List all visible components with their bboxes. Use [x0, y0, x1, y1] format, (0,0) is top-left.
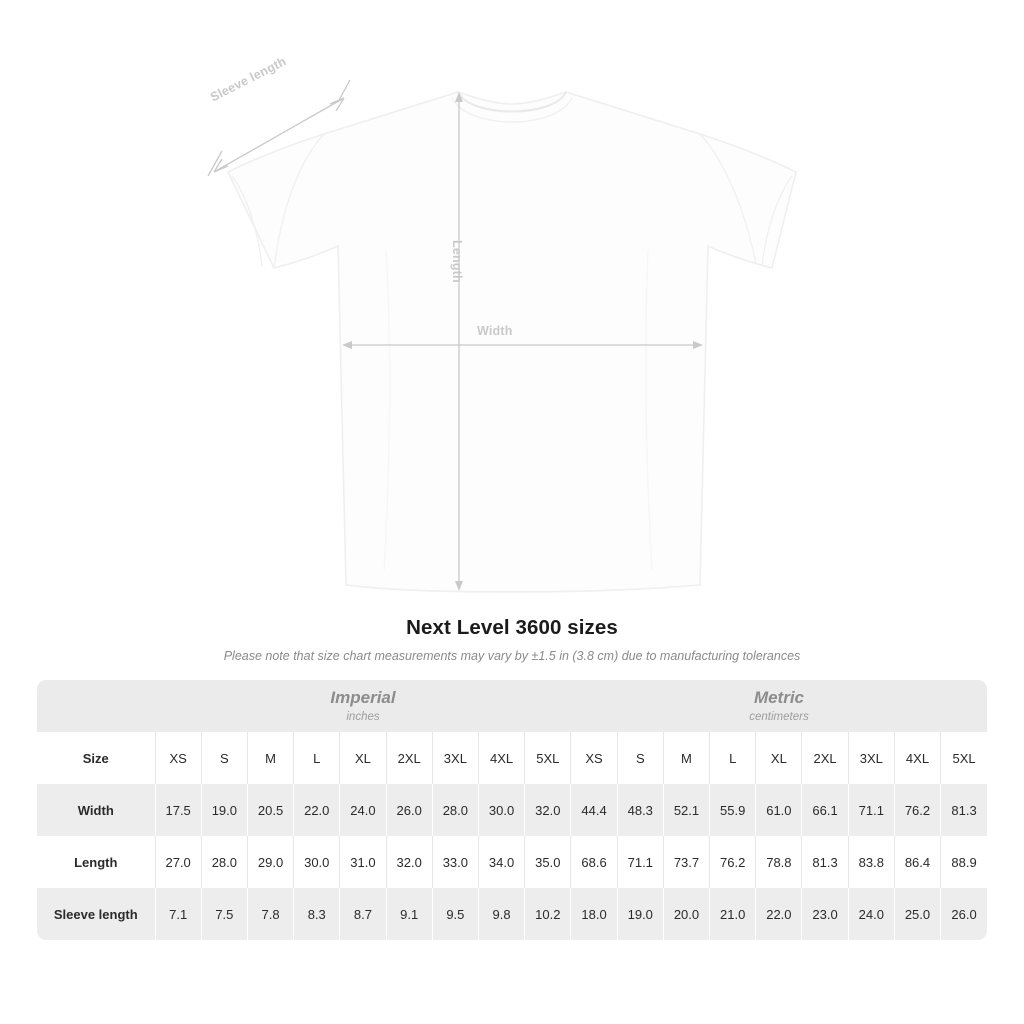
size-header-imperial-5xl: 5XL — [525, 732, 571, 784]
cell-sleeve-metric-s: 19.0 — [617, 888, 663, 940]
cell-length-metric-s: 71.1 — [617, 836, 663, 888]
cell-sleeve-metric-4xl: 25.0 — [894, 888, 940, 940]
table-row — [37, 836, 987, 888]
cell-length-metric-4xl: 86.4 — [894, 836, 940, 888]
cell-length-metric-3xl: 83.8 — [848, 836, 894, 888]
size-header-metric-4xl: 4XL — [894, 732, 940, 784]
cell-sleeve-metric-xs: 18.0 — [571, 888, 617, 940]
cell-length-imperial-s: 28.0 — [201, 836, 247, 888]
size-header-imperial-3xl: 3XL — [432, 732, 478, 784]
size-header-imperial-m: M — [247, 732, 293, 784]
unit-name-metric: Metric — [753, 688, 805, 708]
cell-width-imperial-3xl: 28.0 — [432, 784, 478, 836]
cell-width-imperial-m: 20.5 — [247, 784, 293, 836]
cell-width-imperial-2xl: 26.0 — [386, 784, 432, 836]
size-header-imperial-l: L — [294, 732, 340, 784]
unit-header-metric — [571, 680, 987, 732]
size-header-metric-xs: XS — [571, 732, 617, 784]
size-header-imperial-s: S — [201, 732, 247, 784]
cell-sleeve-imperial-xs: 7.1 — [155, 888, 201, 940]
size-chart-table — [37, 680, 987, 940]
table-row — [37, 784, 987, 836]
cell-width-metric-4xl: 76.2 — [894, 784, 940, 836]
cell-length-imperial-5xl: 35.0 — [525, 836, 571, 888]
cell-sleeve-imperial-s: 7.5 — [201, 888, 247, 940]
cell-sleeve-imperial-5xl: 10.2 — [525, 888, 571, 940]
cell-sleeve-metric-m: 20.0 — [663, 888, 709, 940]
size-header-imperial-4xl: 4XL — [478, 732, 524, 784]
cell-sleeve-metric-2xl: 23.0 — [802, 888, 848, 940]
cell-sleeve-imperial-xl: 8.7 — [340, 888, 386, 940]
title-block — [0, 616, 1024, 663]
size-header-metric-l: L — [710, 732, 756, 784]
cell-length-metric-2xl: 81.3 — [802, 836, 848, 888]
row-label-sleeve-length: Sleeve length — [37, 888, 155, 940]
size-header-row — [37, 732, 987, 784]
cell-sleeve-metric-l: 21.0 — [710, 888, 756, 940]
cell-length-metric-xl: 78.8 — [756, 836, 802, 888]
size-header-label: Size — [37, 732, 155, 784]
size-header-imperial-2xl: 2XL — [386, 732, 432, 784]
cell-width-imperial-xs: 17.5 — [155, 784, 201, 836]
cell-sleeve-imperial-2xl: 9.1 — [386, 888, 432, 940]
cell-width-metric-5xl: 81.3 — [941, 784, 987, 836]
unit-row-corner — [37, 680, 155, 732]
cell-sleeve-metric-3xl: 24.0 — [848, 888, 894, 940]
unit-sub-imperial: inches — [346, 710, 380, 723]
cell-length-imperial-2xl: 32.0 — [386, 836, 432, 888]
size-header-metric-5xl: 5XL — [941, 732, 987, 784]
width-label: Width — [477, 324, 513, 338]
size-header-metric-2xl: 2XL — [802, 732, 848, 784]
cell-length-imperial-l: 30.0 — [294, 836, 340, 888]
cell-length-imperial-xs: 27.0 — [155, 836, 201, 888]
length-label: Length — [450, 240, 464, 283]
cell-sleeve-imperial-l: 8.3 — [294, 888, 340, 940]
cell-sleeve-imperial-4xl: 9.8 — [478, 888, 524, 940]
cell-length-metric-m: 73.7 — [663, 836, 709, 888]
cell-length-imperial-4xl: 34.0 — [478, 836, 524, 888]
size-chart-table-wrap — [37, 680, 987, 940]
cell-width-imperial-xl: 24.0 — [340, 784, 386, 836]
unit-header-imperial — [155, 680, 571, 732]
cell-sleeve-imperial-3xl: 9.5 — [432, 888, 478, 940]
cell-length-imperial-m: 29.0 — [247, 836, 293, 888]
unit-header-row — [37, 680, 987, 732]
row-label-length: Length — [37, 836, 155, 888]
cell-width-metric-m: 52.1 — [663, 784, 709, 836]
cell-sleeve-metric-5xl: 26.0 — [941, 888, 987, 940]
size-header-metric-xl: XL — [756, 732, 802, 784]
cell-width-imperial-4xl: 30.0 — [478, 784, 524, 836]
table-row — [37, 888, 987, 940]
row-label-width: Width — [37, 784, 155, 836]
cell-length-metric-5xl: 88.9 — [941, 836, 987, 888]
cell-width-metric-s: 48.3 — [617, 784, 663, 836]
cell-width-metric-3xl: 71.1 — [848, 784, 894, 836]
size-header-metric-3xl: 3XL — [848, 732, 894, 784]
cell-width-metric-2xl: 66.1 — [802, 784, 848, 836]
cell-width-imperial-5xl: 32.0 — [525, 784, 571, 836]
tolerance-note: Please note that size chart measurements may vary by ±1.5 in (3.8 cm) due to manufacturing tolerances — [223, 649, 801, 663]
cell-length-imperial-xl: 31.0 — [340, 836, 386, 888]
cell-length-imperial-3xl: 33.0 — [432, 836, 478, 888]
cell-length-metric-xs: 68.6 — [571, 836, 617, 888]
size-header-imperial-xl: XL — [340, 732, 386, 784]
unit-sub-metric: centimeters — [749, 710, 809, 723]
size-header-metric-s: S — [617, 732, 663, 784]
size-header-imperial-xs: XS — [155, 732, 201, 784]
unit-name-imperial: Imperial — [330, 688, 396, 708]
cell-width-metric-xl: 61.0 — [756, 784, 802, 836]
size-header-metric-m: M — [663, 732, 709, 784]
cell-width-imperial-l: 22.0 — [294, 784, 340, 836]
cell-sleeve-metric-xl: 22.0 — [756, 888, 802, 940]
cell-width-imperial-s: 19.0 — [201, 784, 247, 836]
cell-width-metric-xs: 44.4 — [571, 784, 617, 836]
cell-sleeve-imperial-m: 7.8 — [247, 888, 293, 940]
cell-length-metric-l: 76.2 — [710, 836, 756, 888]
page-title: Next Level 3600 sizes — [406, 616, 618, 639]
sleeve-length-label: Sleeve length — [208, 54, 289, 105]
cell-width-metric-l: 55.9 — [710, 784, 756, 836]
